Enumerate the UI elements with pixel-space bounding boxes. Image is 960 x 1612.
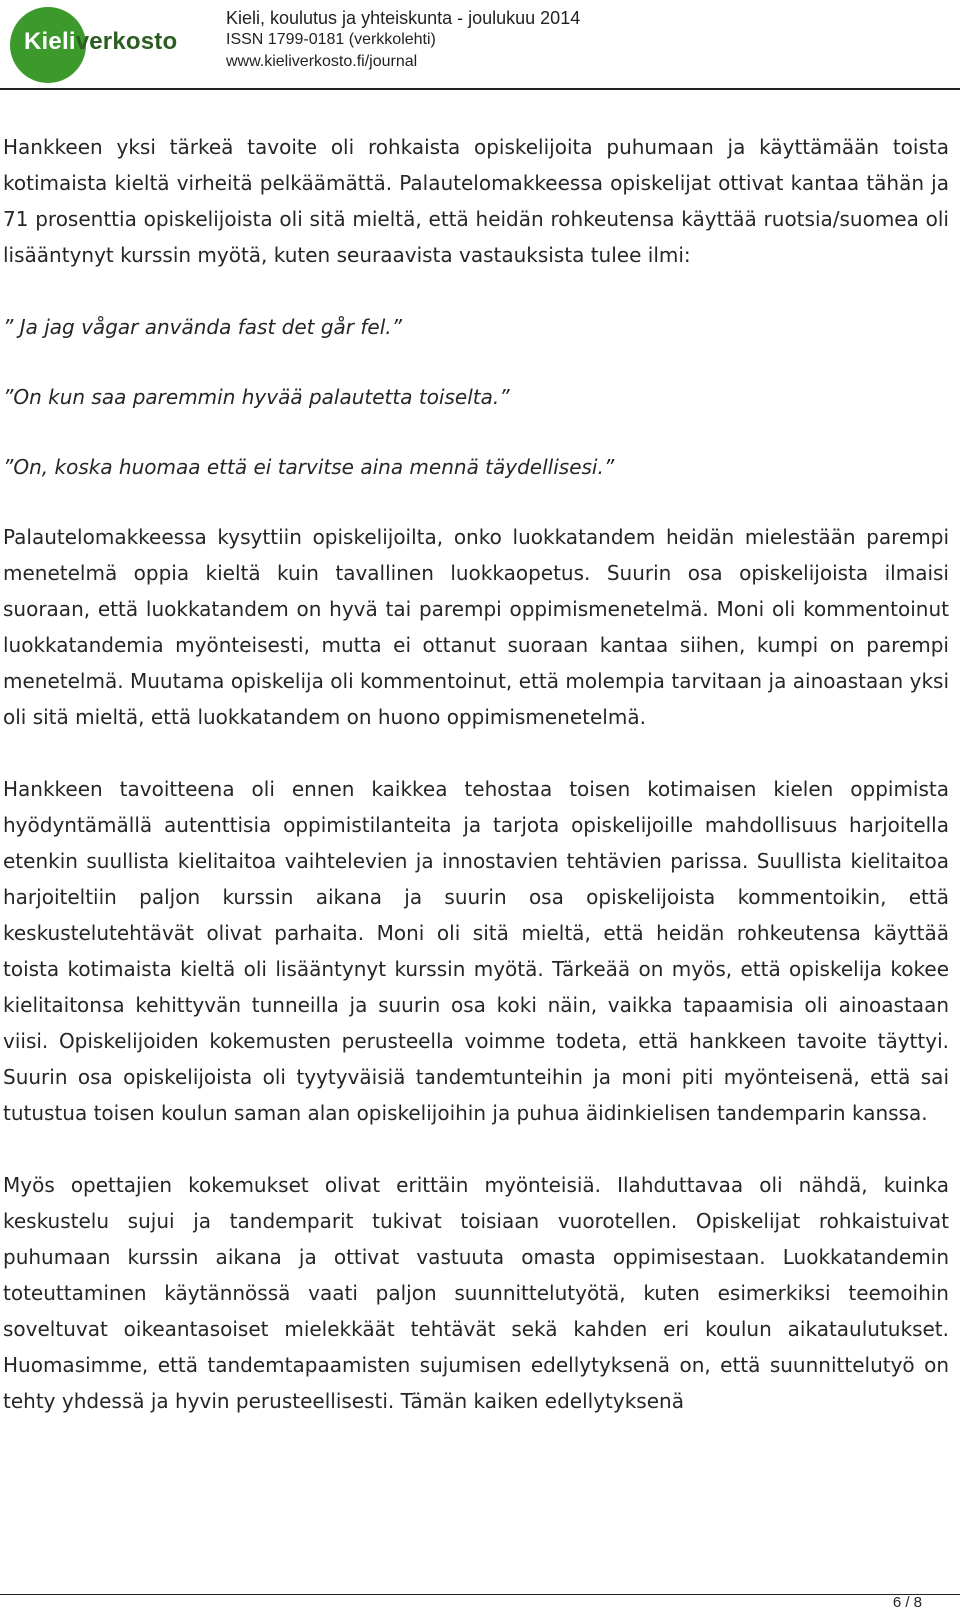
journal-issn: ISSN 1799-0181 (verkkolehti)	[226, 31, 436, 48]
student-quote: ”On kun saa paremmin hyvää palautetta toiselta.”	[3, 385, 510, 409]
paragraph: Hankkeen yksi tärkeä tavoite oli rohkaista opiskelijoita puhumaan ja käyttämään toista kotimaista kieltä virheitä pelkäämättä. Palautelomakkeessa opiskelijat ottivat kantaa tähän ja 71 prosenttia opiskelijoista oli sitä mieltä, että heidän rohkeutensa käyttää ruotsia/suomea oli lisääntynyt kurssin myötä, kuten seuraavista vastauksista tulee ilmi:	[3, 135, 949, 267]
journal-info	[226, 7, 580, 73]
logo-text-part2: verkosto	[75, 28, 178, 55]
article-body	[3, 129, 949, 1455]
paragraph: Myös opettajien kokemukset olivat erittäin myönteisiä. Ilahduttavaa oli nähdä, kuinka keskustelu sujui ja tandemparit tukivat toisiaan vuorotellen. Opiskelijat rohkaistuivat puhumaan kurssin aikana ja ottivat vastuuta omasta oppimisestaan. Luokkatandemin toteuttaminen käytännössä vaati paljon suunnittelutyötä, kuten esimerkiksi teemoihin soveltuvat oikeantasoiset mielekkäät tehtävät sekä kahden eri koulun aikataulutukset. Huomasimme, että tandemtapaamisten sujumisen edellytyksenä on, että suunnittelutyö on tehty yhdessä ja hyvin perusteellisesti. Tämän kaiken edellytyksenä	[3, 1173, 949, 1413]
paragraph: Palautelomakkeessa kysyttiin opiskelijoilta, onko luokkatandem heidän mielestään parempi menetelmä oppia kieltä kuin tavallinen luokkaopetus. Suurin osa opiskelijoista ilmaisi suoraan, että luokkatandem on hyvä tai parempi oppimismenetelmä. Moni oli kommentoinut luokkatandemia myönteisesti, mutta ei ottanut suoraan kantaa siihen, kumpi on parempi menetelmä. Muutama opiskelija oli kommentoinut, että molempia tarvitaan ja ainoastaan yksi oli sitä mieltä, että luokkatandem on huono oppimismenetelmä.	[3, 525, 949, 729]
header-divider	[0, 88, 960, 90]
journal-title: Kieli, koulutus ja yhteiskunta - joulukuu 2014	[226, 8, 581, 28]
logo-text-part1: Kieli	[24, 28, 76, 55]
student-quote: ” Ja jag vågar använda fast det går fel.”	[3, 315, 402, 339]
kieliverkosto-logo	[24, 28, 177, 56]
footer-divider	[0, 1594, 960, 1595]
paragraph: Hankkeen tavoitteena oli ennen kaikkea tehostaa toisen kotimaisen kielen oppimista hyödyntämällä autenttisia oppimistilanteita ja tarjota opiskelijoille mahdollisuus harjoitella etenkin suullista kielitaitoa vaihtelevien ja innostavien tehtävien parissa. Suullista kielitaitoa harjoiteltiin paljon kurssin aikana ja suurin osa opiskelijoista kommentoikin, että keskustelutehtävät olivat parhaita. Moni oli sitä mieltä, että heidän rohkeutensa käyttää toista kotimaista kieltä oli lisääntynyt kurssin myötä. Tärkeää on myös, että opiskelija kokee kielitaitonsa kehittyvän tunneilla ja suurin osa koki näin, vaikka tapaamisia oli ainoastaan viisi. Opiskelijoiden kokemusten perusteella voimme todeta, että hankkeen tavoite täyttyi. Suurin osa opiskelijoista oli tyytyväisiä tandemtunteihin ja moni piti myönteisenä, että sai tutustua toisen koulun saman alan opiskelijoihin ja puhua äidinkielisen tandemparin kanssa.	[3, 777, 949, 1125]
page-header	[0, 0, 960, 90]
student-quote: ”On, koska huomaa että ei tarvitse aina mennä täydellisesi.”	[3, 455, 615, 479]
journal-url: www.kieliverkosto.fi/journal	[226, 53, 418, 70]
page-number: 6 / 8	[892, 1594, 922, 1611]
